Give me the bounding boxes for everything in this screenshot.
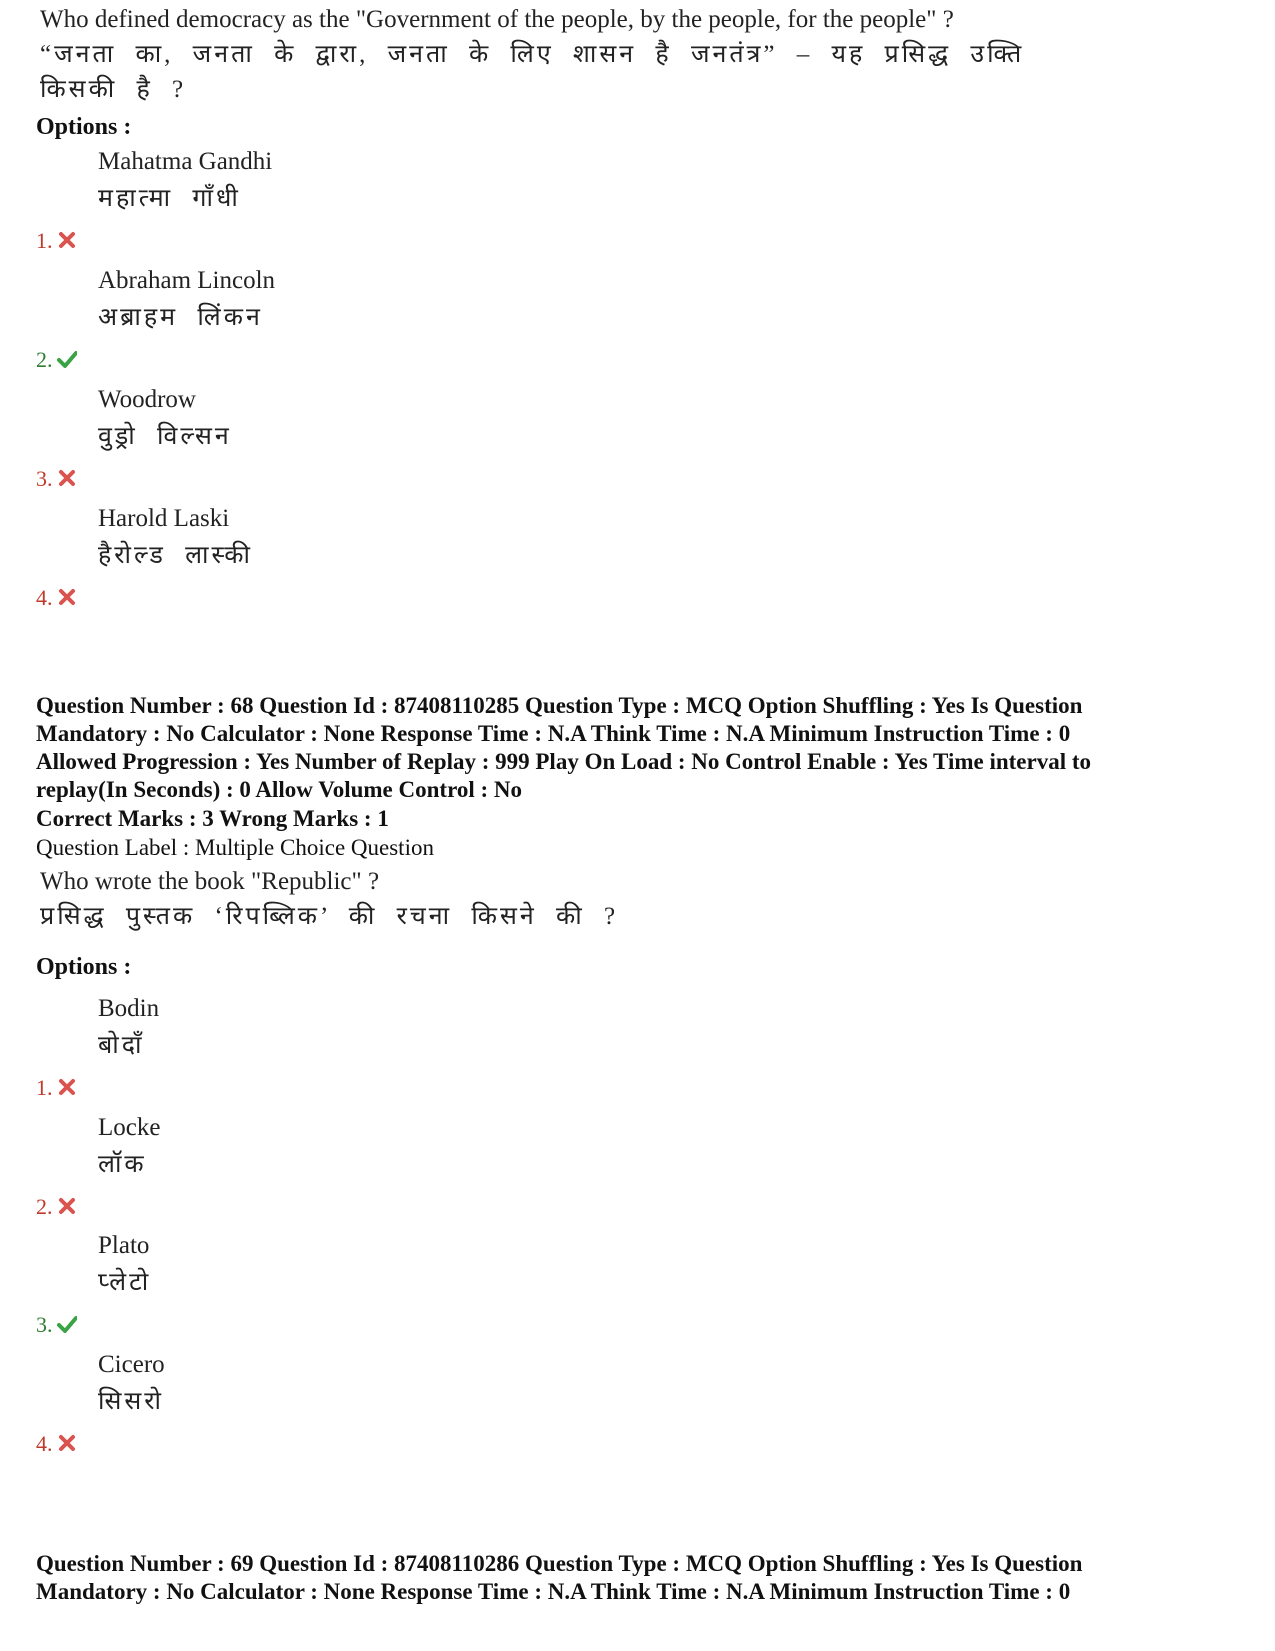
check-icon [57, 349, 77, 369]
q68-option-3 [36, 1227, 636, 1337]
cross-icon [57, 230, 77, 250]
cross-icon [57, 1433, 77, 1453]
option-text-en: Locke [98, 1114, 161, 1141]
option-number: 4. [36, 586, 77, 610]
cross-icon [57, 468, 77, 488]
question-67-text [40, 2, 1024, 107]
q68-option-1 [36, 990, 636, 1100]
cross-icon [57, 1077, 77, 1097]
option-number: 4. [36, 1432, 77, 1456]
question-67-text-hi-line2: किसकी है ? [40, 76, 187, 103]
question-68-label: Question Label : Multiple Choice Question [36, 835, 434, 860]
question-68-text [40, 864, 618, 934]
q68-option-2 [36, 1109, 636, 1219]
check-icon [57, 1314, 77, 1334]
option-text-en: Mahatma Gandhi [98, 148, 273, 175]
option-text-en: Plato [98, 1232, 150, 1259]
option-text-hi: लॉक [98, 1151, 147, 1178]
options-label: Options : [36, 114, 132, 140]
option-text-hi: प्लेटो [98, 1269, 152, 1296]
option-number: 2. [36, 348, 77, 372]
option-number: 1. [36, 229, 77, 253]
cross-icon [57, 1196, 77, 1216]
cross-icon [57, 587, 77, 607]
option-text-hi: सिसरो [98, 1388, 164, 1415]
q67-option-1 [36, 143, 636, 253]
option-text-hi: अब्राहम लिंकन [98, 304, 263, 331]
options-label: Options : [36, 954, 132, 980]
q67-option-4 [36, 500, 636, 610]
option-number: 3. [36, 467, 77, 491]
question-67-text-en: Who defined democracy as the "Government of the people, by the people, for the people" ? [40, 6, 954, 33]
question-68-text-en: Who wrote the book "Republic" ? [40, 868, 380, 895]
option-text-en: Woodrow [98, 386, 196, 413]
question-68-marks: Correct Marks : 3 Wrong Marks : 1 [36, 806, 389, 831]
question-67-text-hi-line1: “जनता का, जनता के द्वारा, जनता के लिए शासन है जनतंत्र” – यह प्रसिद्ध उक्ति [40, 41, 1025, 68]
q67-option-3 [36, 381, 636, 491]
option-number: 2. [36, 1195, 77, 1219]
option-text-hi: महात्मा गाँधी [98, 185, 241, 212]
option-text-en: Abraham Lincoln [98, 267, 276, 294]
question-68-text-hi: प्रसिद्ध पुस्तक ‘रिपब्लिक’ की रचना किसने की ? [40, 903, 619, 930]
option-text-en: Cicero [98, 1351, 165, 1378]
option-number: 3. [36, 1313, 77, 1337]
option-text-en: Harold Laski [98, 505, 230, 532]
q67-option-2 [36, 262, 636, 372]
option-text-en: Bodin [98, 995, 160, 1022]
question-68-meta: Question Number : 68 Question Id : 87408110285 Question Type : MCQ Option Shuffling : Yes Is Question Mandatory : No Calculator : None Response Time : N.A Think Time : N.A Minimum Instruction Time : 0 Allowed Progression : Yes Number of Replay : 999 Play On Load : No Control Enable : Yes Time interval to replay(In Seconds) : 0 Allow Volume Control : No [36, 693, 1092, 802]
q68-option-4 [36, 1346, 636, 1456]
option-text-hi: बोदाँ [98, 1032, 145, 1059]
option-text-hi: वुड्रो विल्सन [98, 423, 232, 450]
option-number: 1. [36, 1076, 77, 1100]
question-69-meta: Question Number : 69 Question Id : 87408110286 Question Type : MCQ Option Shuffling : Yes Is Question Mandatory : No Calculator : None Response Time : N.A Think Time : N.A Minimum Instruction Time : 0 [36, 1551, 1083, 1604]
option-text-hi: हैरोल्ड लास्की [98, 542, 253, 569]
